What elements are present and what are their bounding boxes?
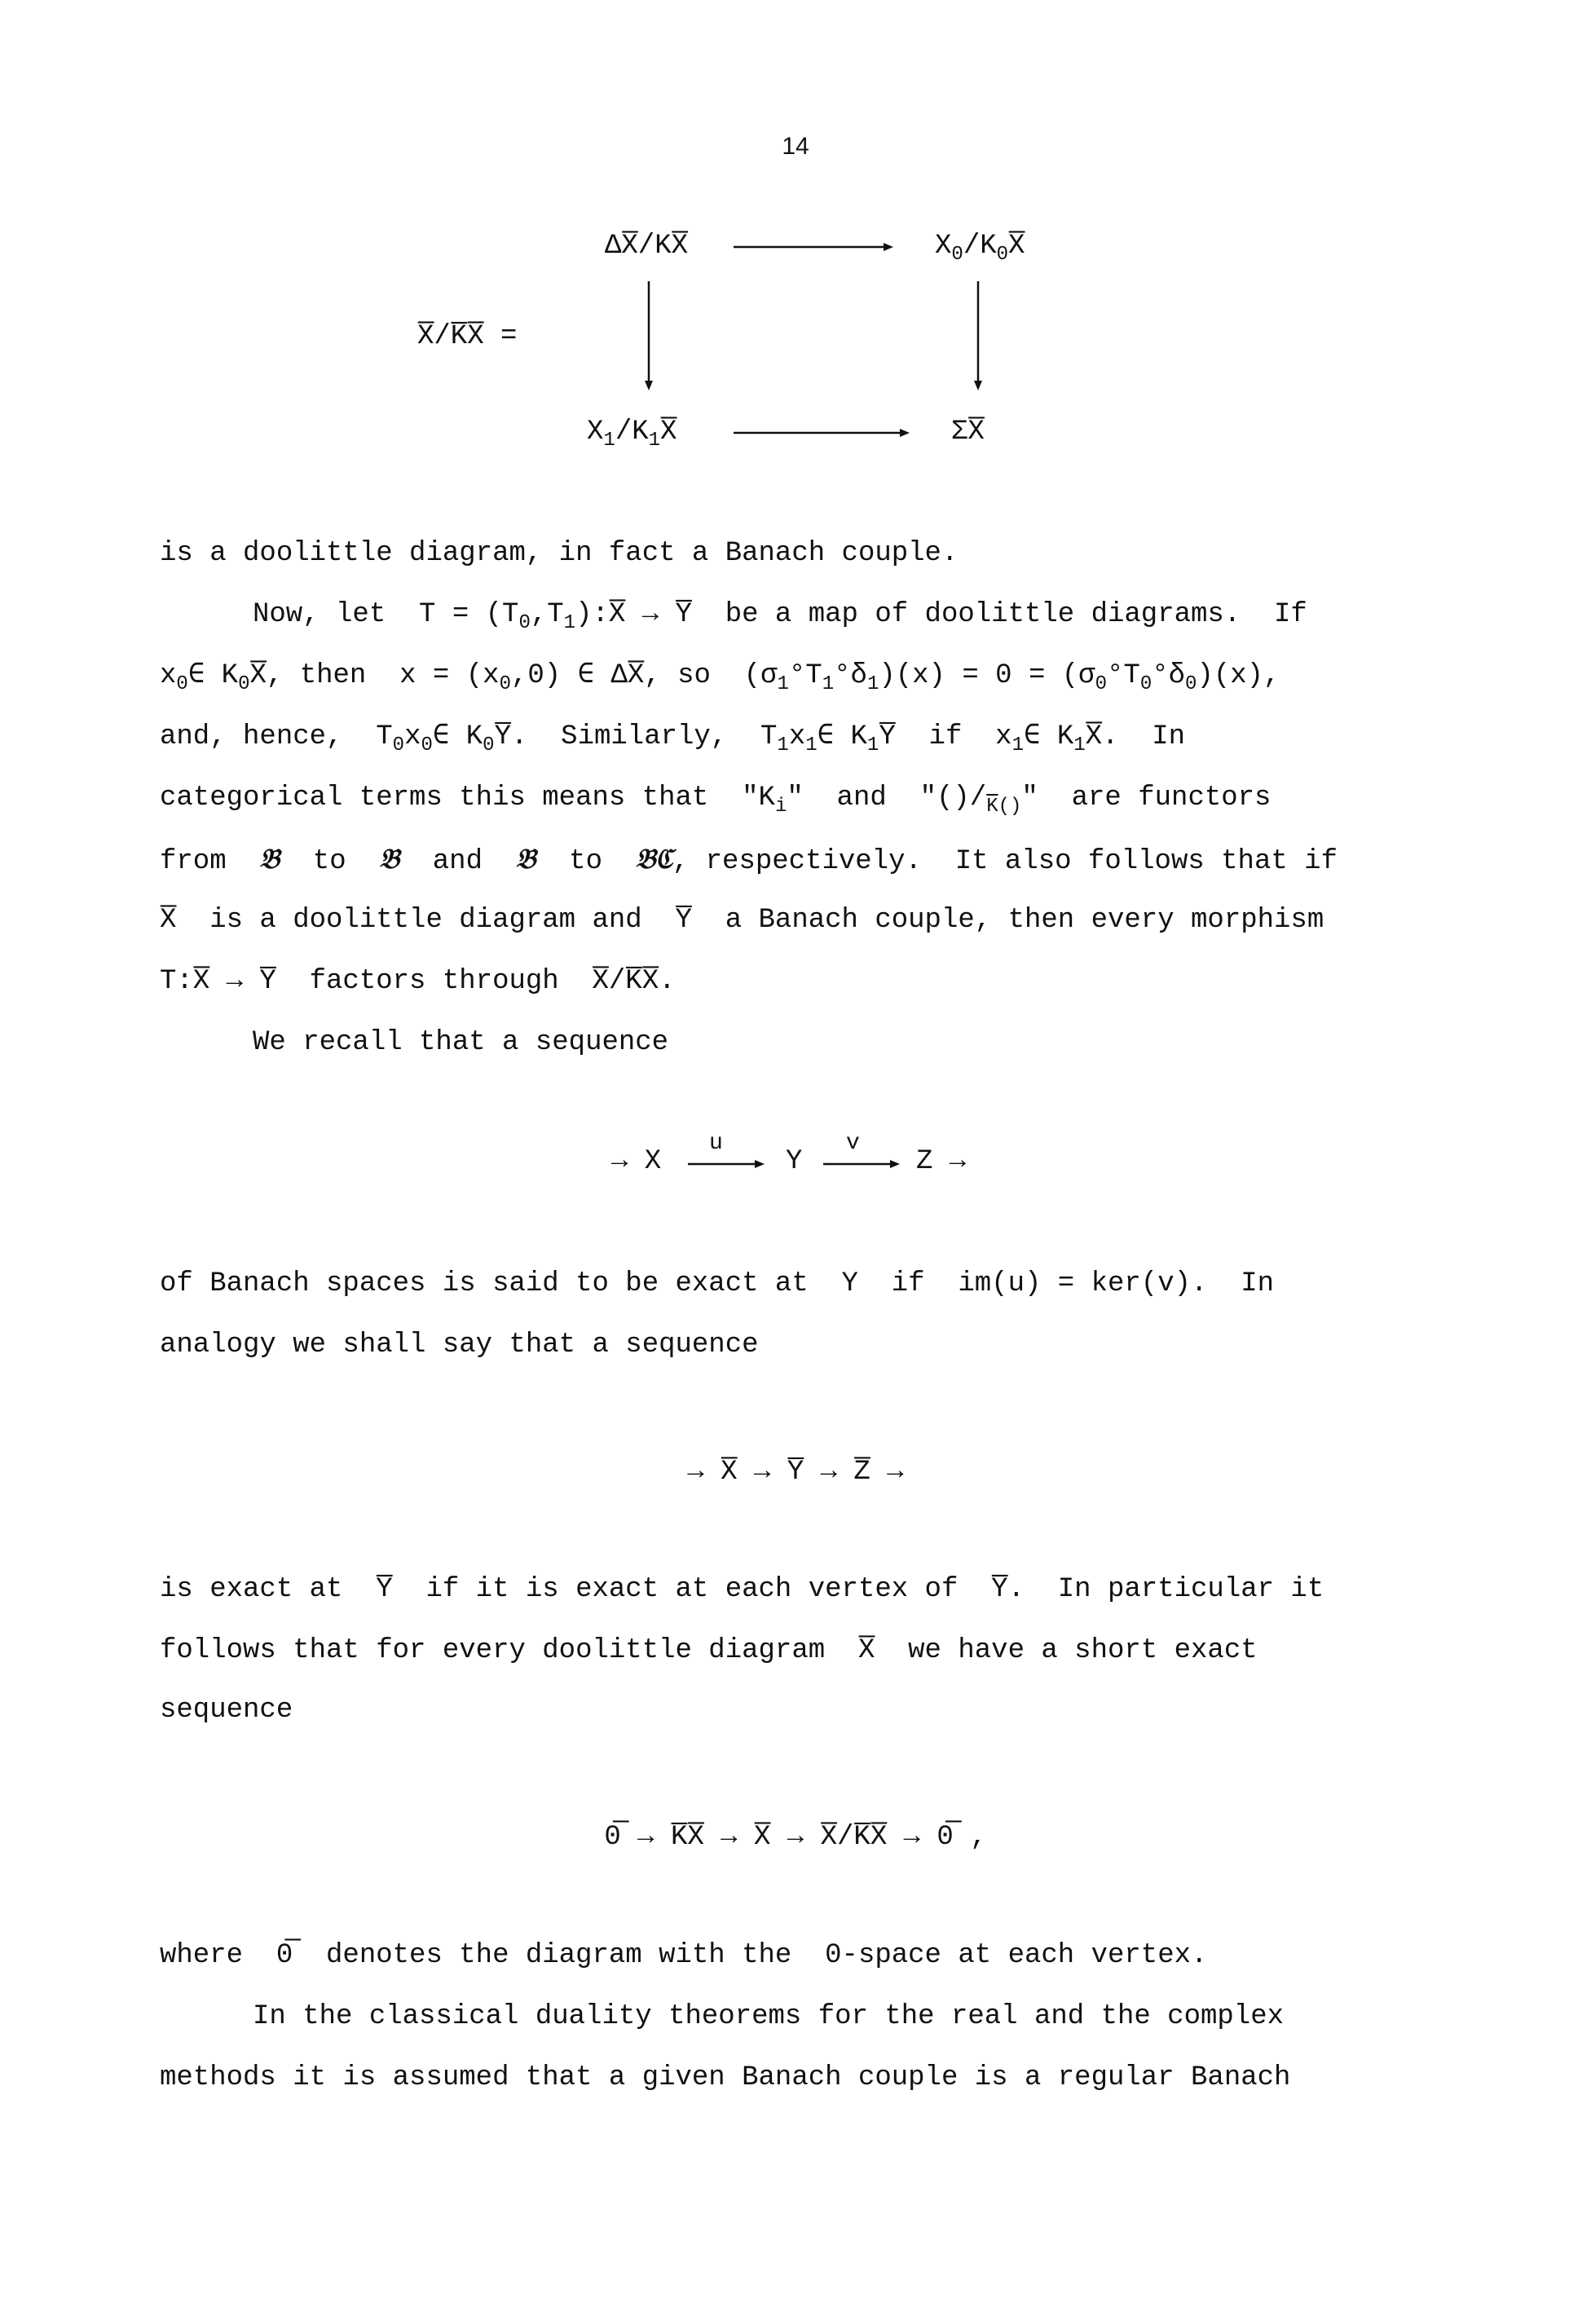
text-line: categorical terms this means that "$K_i$" and "$()/_{\overline{K}()}$" are functors	[160, 783, 1271, 818]
text-line: and, hence, $T_0x_0\in$ $K_0Y̅$. Similarly, $T_1x_1\in$ $K_1Y̅$ if $x_1\in$ $K_1X̅$. In	[160, 721, 1186, 756]
arrow-label-v: v	[846, 1131, 860, 1156]
diagram-bottom-left: $X_1/K_1X̅$	[587, 417, 677, 452]
text-line: is a doolittle diagram, in fact a Banach couple.	[160, 538, 959, 569]
diagram-lhs: X̅/K̅X̅ =	[417, 321, 518, 352]
text-line: sequence	[160, 1695, 293, 1726]
text-line: from 𝔅 to 𝔅 and 𝔅 to 𝔅ℭ, respectively. It also follows that if	[160, 843, 1338, 877]
diagram-bottom-right: ΣX̅	[951, 417, 985, 448]
text-line: Now, let $T = (T_0,T_1):X̅$ → Y̅ be a map of doolittle diagrams. If	[253, 599, 1307, 634]
text-line: We recall that a sequence	[253, 1027, 669, 1058]
text-line: of Banach spaces is said to be exact at Y if im(u) = ker(v). In	[160, 1268, 1275, 1299]
text-line: where 0̅ denotes the diagram with the 0-space at each vertex.	[160, 1940, 1208, 1971]
text-line: In the classical duality theorems for the real and the complex	[253, 2001, 1285, 2032]
text-line: X̅ is a doolittle diagram and Y̅ a Banach couple, then every morphism	[160, 905, 1324, 936]
sequence-left: → X	[611, 1146, 662, 1177]
short-exact-sequence: 0̅ → K̅X̅ → X̅ → X̅/K̅X̅ → 0̅ ,	[604, 1822, 987, 1853]
text-line: $x_0\in$ $K_0X̅$, then $x = (x_0,0)$ ∈ ΔX̅, so $(\sigma_1^\circ T_1^\circ\delta_1)(x) = 0 = (\sigma_0^\circ T_0^\circ\delta_0)(x)$,	[160, 660, 1280, 695]
sequence-mid: Y	[786, 1146, 803, 1177]
text-line: analogy we shall say that a sequence	[160, 1330, 759, 1360]
diagram-top-right: $X_0/K_0X̅$	[935, 231, 1025, 266]
page-number: 14	[782, 133, 809, 160]
diagram-top-left: ΔX̅/KX̅	[605, 231, 689, 262]
text-line: T:X̅ → Y̅ factors through X̅/K̅X̅.	[160, 966, 676, 997]
text-line: methods it is assumed that a given Banach couple is a regular Banach	[160, 2062, 1291, 2093]
text-line: is exact at Y̅ if it is exact at each vertex of Y̅. In particular it	[160, 1574, 1324, 1605]
text-line: follows that for every doolittle diagram X̅ we have a short exact	[160, 1635, 1258, 1666]
arrow-label-u: u	[709, 1131, 723, 1156]
sequence-diagrams: → X̅ → Y̅ → Z̅ →	[687, 1457, 904, 1488]
sequence-right: Z →	[916, 1146, 967, 1177]
